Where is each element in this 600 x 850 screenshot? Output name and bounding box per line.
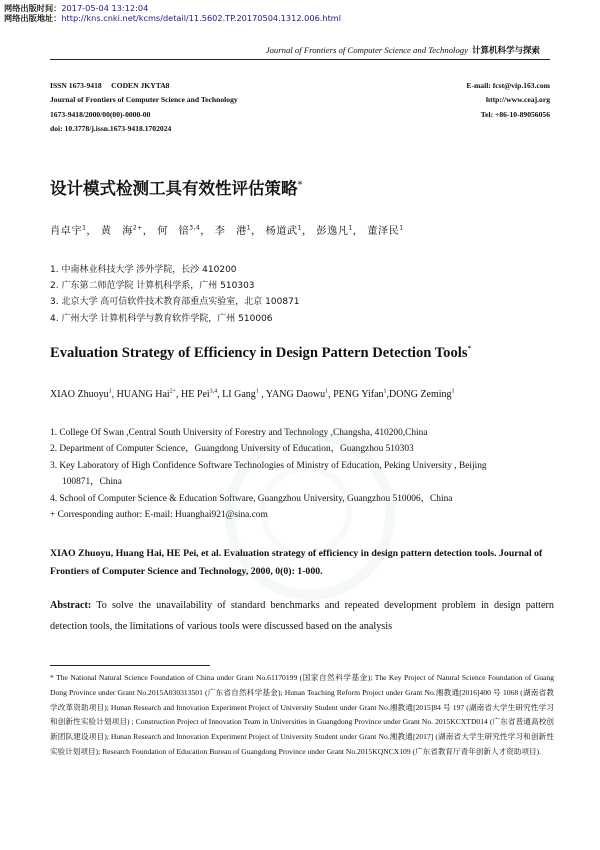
affiliations-zh: [50, 262, 300, 327]
author-en: XIAO Zhuoyu$^1$,: [50, 389, 117, 401]
running-header: [0, 44, 540, 56]
affiliation-zh: 4. 广州大学 计算机科学与教育软件学院，广州 510006: [50, 313, 273, 324]
funding-footnote: * The National Natural Science Foundation of China under Grant No.61170199 (国家自然科学基金); The Key Project of Natural Science Foundation of Guang Dong Province under Grant No.2015A030313501 (广东省自然科学基金); Hunan Teaching Reform Project under Grant No.湘教通[2016]400 号 1068 (湖南省教学改革资助项目); Hunan Research and Innovation Experiment Project of University Student under Grant No.湘教通[2015]84 号 197 (湖南省大学生研究性学习和创新性实验计划项目) ; Construction Project of Innovation Team in Universities in Guangdong Province under Grant No. 2015KCXTD014 (广东省普通高校创新团队建设项目); Hunan Research and Innovation Experiment Project of University Student under Grant No.湘教通[2017] (湖南省大学生研究性学习和创新性实验计划项目); Research Foundation of Education Bureau of Guangdong Province under Grant No.2015KQNCX109 (广东省教育厅青年创新人才资助项目).: [50, 673, 554, 756]
authors-zh: [50, 222, 404, 237]
journal-meta-left: [50, 79, 238, 137]
online-url-label: 网络出版地址：: [4, 13, 62, 23]
footnote-rule: [50, 665, 210, 666]
email-line: E-mail: fcst@vip.163.com: [466, 81, 550, 90]
author-zh: 彭逸凡$^1$，: [316, 224, 364, 237]
author-en: YANG Daowu$^1$,: [265, 389, 334, 401]
corresponding-author: + Corresponding author: E-mail: Huanghai921@sina.com: [50, 510, 268, 521]
author-zh: 董泽民$^1$: [367, 224, 404, 237]
author-en: HUANG Hai$^{2+}$,: [116, 389, 182, 401]
citation: XIAO Zhuoyu, Huang Hai, HE Pei, et al. Evaluation strategy of efficiency in design pattern detection tools. Journal of Frontiers of Computer Science and Technology, 2000, 0(0): 1-000.: [50, 548, 543, 577]
author-zh: 肖卓宇$^1$，: [50, 224, 98, 237]
author-zh: 黄 海$^{2+}$，: [100, 224, 154, 237]
author-zh: 李 港$^1$，: [214, 224, 262, 237]
website-line[interactable]: http://www.ceaj.org: [485, 95, 550, 105]
online-time-label: 网络出版时间：: [4, 3, 62, 13]
doi-line: doi: 10.3778/j.issn.1673-9418.1702024: [50, 124, 172, 134]
title-zh-mark: *: [297, 179, 303, 191]
affiliation-zh: 3. 北京大学 高可信软件技术教育部重点实验室，北京 100871: [50, 297, 300, 308]
author-zh: 何 锫$^{3,4}$，: [157, 224, 211, 237]
author-en: PENG Yifan$^1$,: [333, 389, 390, 401]
title-en: [50, 344, 472, 362]
online-time-value: 2017-05-04 13:12:04: [61, 3, 149, 13]
affiliations-en: [50, 425, 560, 523]
journal-meta-right: [466, 79, 550, 122]
affiliation-en: 4. School of Computer Science & Education Software, Guangzhou University, Guangzhou 510006，China: [50, 493, 453, 504]
author-en: LI Gang$^1$ ,: [222, 389, 266, 401]
author-zh: 杨道武$^1$，: [265, 224, 313, 237]
abstract-label: Abstract:: [50, 600, 92, 611]
online-publication-info: [4, 3, 341, 23]
author-en: HE Pei$^{3,4}$,: [181, 389, 223, 401]
authors-en: [50, 389, 455, 400]
affiliation-en-continued: 100871，China: [62, 477, 122, 488]
abstract: [50, 595, 554, 637]
title-zh: [50, 175, 303, 199]
online-url-link[interactable]: http://kns.cnki.net/kcms/detail/11.5602.TP.20170504.1312.006.html: [61, 13, 342, 23]
affiliation-en: 3. Key Laboratory of High Confidence Software Technologies of Ministry of Education, Peking University , Beijing: [50, 460, 487, 471]
title-zh-text: 设计模式检测工具有效性评估策略: [50, 179, 298, 198]
author-en: DONG Zeming$^1$: [389, 389, 455, 401]
title-en-mark: *: [467, 344, 472, 353]
affiliation-en: 1. College Of Swan ,Central South University of Forestry and Technology ,Changsha, 410200,China: [50, 428, 428, 438]
issn-line: ISSN 1673-9418 CODEN JKYTA8: [50, 81, 170, 90]
affiliation-en: 2. Department of Computer Science，Guangdong University of Education，Guangzhou 510303: [50, 444, 414, 455]
running-header-journal-en: Journal of Frontiers of Computer Science and Technology: [265, 45, 468, 55]
affiliation-zh: 1. 中南林业科技大学 涉外学院，长沙 410200: [50, 265, 237, 275]
journal-name-line: Journal of Frontiers of Computer Science and Technology: [50, 95, 238, 105]
abstract-text: To solve the unavailability of standard benchmarks and repeated development problem in design pattern detection tools, the limitations of various tools were discussed based on the analysis: [50, 600, 554, 632]
title-en-text: Evaluation Strategy of Efficiency in Design Pattern Detection Tools: [50, 344, 468, 361]
journal-code-line: 1673-9418/2000/00(00)-0000-00: [50, 109, 151, 119]
tel-line: Tel: +86-10-89056056: [480, 109, 550, 119]
running-header-journal-zh: 计算机科学与探索: [471, 46, 540, 56]
affiliation-zh: 2. 广东第二师范学院 计算机科学系，广州 510303: [50, 281, 255, 292]
header-rule: [50, 59, 550, 60]
